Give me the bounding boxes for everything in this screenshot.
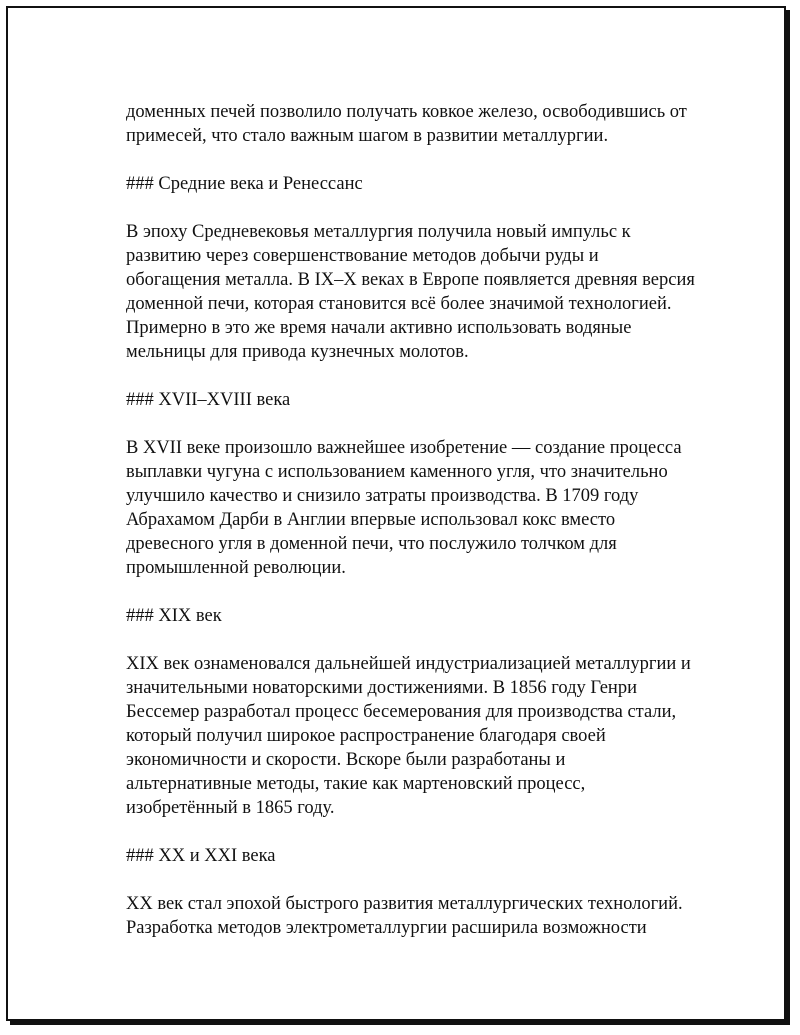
text-line: изобретённый в 1865 году.: [126, 798, 335, 818]
text-line: промышленной революции.: [126, 558, 346, 578]
text-line: XIX век ознаменовался дальнейшей индустриализацией металлургии и: [126, 654, 691, 674]
text-line: значительными новаторскими достижениями. В 1856 году Генри: [126, 678, 637, 698]
text-line: Примерно в это же время начали активно использовать водяные: [126, 318, 632, 338]
paragraph-middle-ages: [126, 220, 716, 364]
text-line: древесного угля в доменной печи, что послужило толчком для: [126, 534, 617, 554]
text-line: улучшило качество и снизило затраты производства. В 1709 году: [126, 486, 639, 506]
paragraph-17-18-centuries: [126, 436, 716, 580]
text-line: мельницы для привода кузнечных молотов.: [126, 342, 469, 362]
text-line: XX век стал эпохой быстрого развития металлургических технологий.: [126, 894, 683, 914]
paragraph-19-century: [126, 652, 716, 820]
text-line: который получил широкое распространение благодаря своей: [126, 726, 606, 746]
section-heading-19-century: ### XIX век: [126, 606, 222, 626]
paragraph-20-21-centuries: [126, 892, 716, 940]
text-line: Абрахамом Дарби в Англии впервые использовал кокс вместо: [126, 510, 616, 530]
text-line: В XVII веке произошло важнейшее изобретение — создание процесса: [126, 438, 682, 458]
text-line: примесей, что стало важным шагом в развитии металлургии.: [126, 126, 609, 146]
document-body: [126, 100, 716, 964]
section-heading-20-21-centuries: ### XX и XXI века: [126, 846, 276, 866]
text-line: развитию через совершенствование методов добычи руды и: [126, 246, 599, 266]
text-line: доменной печи, которая становится всё более значимой технологией.: [126, 294, 672, 314]
text-line: доменных печей позволило получать ковкое железо, освободившись от: [126, 102, 687, 122]
paragraph-intro: [126, 100, 716, 148]
text-line: Бессемер разработал процесс бесемерования для производства стали,: [126, 702, 677, 722]
text-line: В эпоху Средневековья металлургия получила новый импульс к: [126, 222, 631, 242]
text-line: обогащения металла. В IX–X веках в Европе появляется древняя версия: [126, 270, 695, 290]
page-frame: [6, 6, 786, 1021]
text-line: экономичности и скорости. Вскоре были разработаны и: [126, 750, 566, 770]
section-heading-middle-ages: ### Средние века и Ренессанс: [126, 174, 363, 194]
text-line: Разработка методов электрометаллургии расширила возможности: [126, 918, 647, 938]
text-line: альтернативные методы, такие как мартеновский процесс,: [126, 774, 586, 794]
text-line: выплавки чугуна с использованием каменного угля, что значительно: [126, 462, 668, 482]
section-heading-17-18-centuries: ### XVII–XVIII века: [126, 390, 291, 410]
